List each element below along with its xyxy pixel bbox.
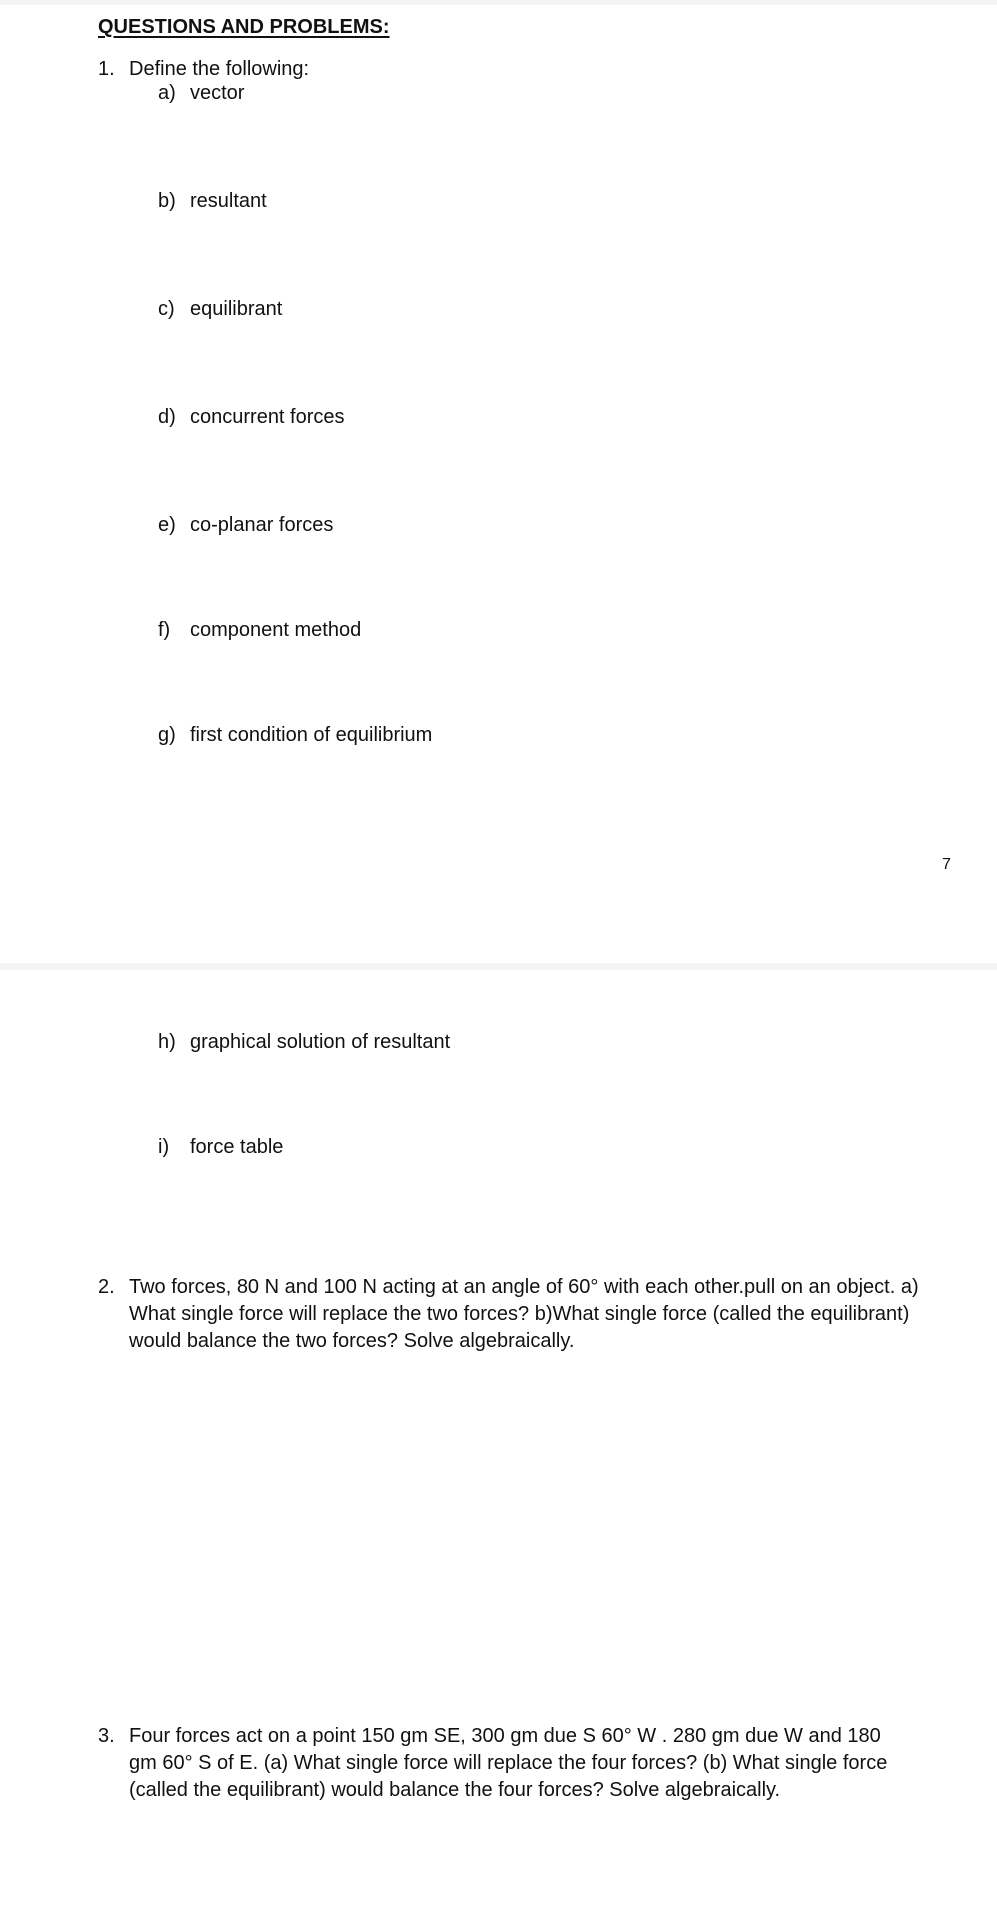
question-3-number: 3. [98,1725,115,1747]
question-line: gm 60° S of E. (a) What single force will replace the four forces? (b) What single force [129,1752,888,1774]
item-letter: b) [158,190,176,212]
definition-item-c [158,298,282,321]
item-letter: a) [158,82,176,104]
item-text: vector [190,82,245,104]
worksheet-page-1 [0,5,997,963]
question-2-text [129,1274,958,1355]
question-1-text: Define the following: [129,58,310,80]
worksheet-page-2 [0,970,997,1920]
definition-item-g [158,724,432,747]
item-text: equilibrant [190,298,283,320]
question-3-text [129,1723,958,1804]
question-2-number: 2. [98,1276,115,1298]
item-text: graphical solution of resultant [190,1031,451,1053]
question-2 [98,1274,958,1355]
item-letter: f) [158,619,171,641]
question-line: Four forces act on a point 150 gm SE, 300 gm due S 60° W . 280 gm due W and 180 [129,1725,881,1747]
definition-item-e [158,514,333,537]
definition-item-f [158,619,361,642]
question-line: (called the equilibrant) would balance the four forces? Solve algebraically. [129,1779,781,1801]
question-line: Two forces, 80 N and 100 N acting at an angle of 60° with each other.pull on an object. a) [129,1276,919,1298]
item-letter: e) [158,514,176,536]
item-letter: i) [158,1136,170,1158]
item-letter: g) [158,724,176,746]
item-text: concurrent forces [190,406,345,428]
item-text: component method [190,619,362,641]
definition-item-b [158,190,267,213]
item-letter: c) [158,298,175,320]
item-text: first condition of equilibrium [190,724,433,746]
question-3 [98,1723,958,1804]
definition-item-i [158,1136,283,1159]
definition-item-d [158,406,345,429]
item-text: resultant [190,190,267,212]
page-number: 7 [942,856,951,873]
section-heading: QUESTIONS AND PROBLEMS: [98,16,390,38]
item-letter: h) [158,1031,176,1053]
item-letter: d) [158,406,176,428]
question-line: would balance the two forces? Solve algebraically. [129,1330,575,1352]
question-1-number: 1. [98,58,115,80]
item-text: co-planar forces [190,514,334,536]
question-line: What single force will replace the two forces? b)What single force (called the equilibrant) [129,1303,910,1325]
definition-item-h [158,1031,450,1054]
definition-item-a [158,82,244,105]
item-text: force table [190,1136,284,1158]
